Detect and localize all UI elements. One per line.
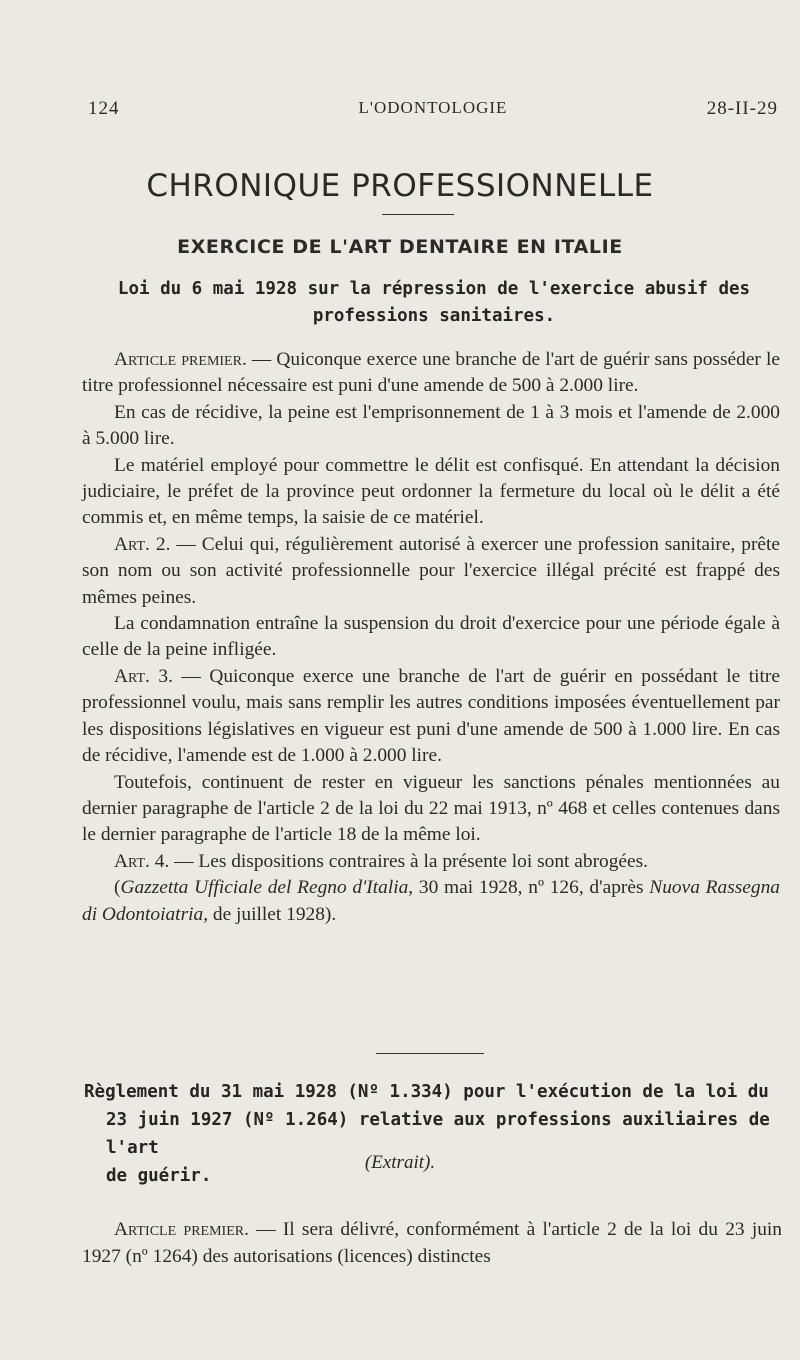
article-label: Art. 4. [114, 850, 170, 872]
article-body [82, 347, 780, 928]
paragraph: En cas de récidive, la peine est l'emprisonnement de 1 à 3 mois et l'amende de 2.000 à 5.000 lire. [82, 401, 780, 450]
page-number: 124 [88, 98, 120, 119]
source-citation: (Gazzetta Ufficiale del Regno d'Italia, 30 mai 1928, nº 126, d'après Nuova Rassegna di Odontoiatria, de juillet 1928). [82, 877, 780, 925]
section-title: CHRONIQUE PROFESSIONNELLE [146, 168, 654, 204]
law-title: Loi du 6 mai 1928 sur la répression de l'exercice abusif des professions sanitaires. [117, 279, 751, 326]
paragraph: Toutefois, continuent de rester en vigueur les sanctions pénales mentionnées au dernier paragraphe de l'article 2 de la loi du 22 mai 1913, nº 468 et celles contenues dans le dernier paragraphe de l'article 18 de la même loi. [82, 771, 780, 846]
article-label: Article premier. [114, 1219, 249, 1240]
article-label: Article premier. [114, 349, 247, 370]
citation-journal: Nuova Rassegna di Odontoiatria [82, 877, 780, 925]
section-divider [376, 1053, 484, 1054]
paragraph-article-premier: Article premier. — Il sera délivré, conformément à l'article 2 de la loi du 23 juin 1927 (nº 1264) des autorisations (licences) distinctes [82, 1219, 782, 1267]
regulation-body [82, 1216, 782, 1270]
article-heading: EXERCICE DE L'ART DENTAIRE EN ITALIE [177, 236, 623, 258]
citation-journal: Gazzetta Ufficiale del Regno d'Italia [120, 877, 409, 899]
regulation-title: Règlement du 31 mai 1928 (Nº 1.334) pour l'exécution de la loi du 23 juin 1927 (Nº 1.264) relative aux professions auxiliaires de l'art de guérir. [84, 1082, 770, 1186]
paragraph-art-2: Art. 2. — Celui qui, régulièrement autorisé à exercer une profession sanitaire, prête son nom ou son activité professionnelle pour l'exercice illégal précité est frappé des mêmes peines. [82, 533, 781, 608]
running-header [88, 98, 778, 124]
paragraph-article-premier: Article premier. — Quiconque exerce une branche de l'art de guérir sans posséder le titre professionnel nécessaire est puni d'une amende de 500 à 2.000 lire. [82, 349, 780, 397]
paragraph: La condamnation entraîne la suspension du droit d'exercice pour une période égale à celle de la peine infligée. [82, 613, 780, 661]
paragraph-art-3: Art. 3. — Quiconque exerce une branche de l'art de guérir en possédant le titre professionnel voulu, mais sans remplir les autres conditions imposées éventuellement par les dispositions législatives en vigueur est puni d'une amende de 500 à 1.000 lire. En cas de récidive, l'amende est de 1.000 à 2.000 lire. [82, 665, 780, 767]
article-label: Art. 3. [114, 665, 173, 687]
article-label: Art. 2. [114, 533, 171, 555]
title-rule [382, 214, 454, 215]
paragraph: Le matériel employé pour commettre le délit est confisqué. En attendant la décision judiciaire, le préfet de la province peut ordonner la fermeture du local où le délit a été commis et, en même temps, la saisie de ce matériel. [82, 454, 780, 529]
journal-title: L'ODONTOLOGIE [358, 98, 508, 117]
paragraph-art-4: Art. 4. — Les dispositions contraires à la présente loi sont abrogées. [114, 850, 649, 872]
extract-label: (Extrait). [364, 1152, 436, 1173]
issue-date: 28-II-29 [706, 98, 778, 119]
